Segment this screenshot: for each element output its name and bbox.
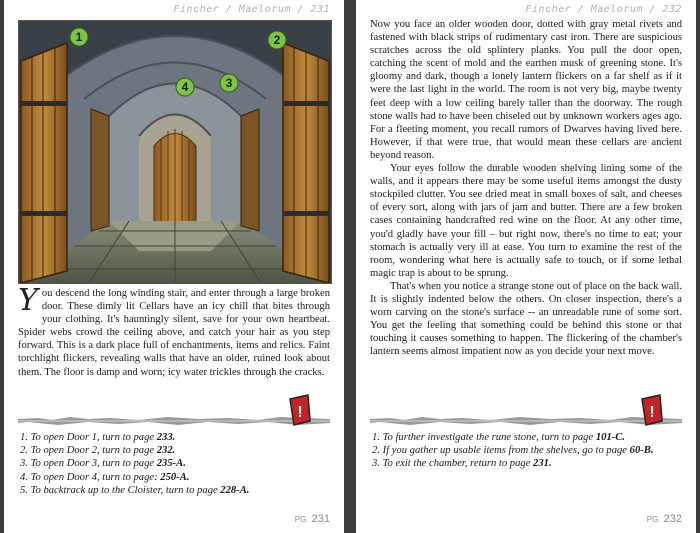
left-choice-list: [20, 431, 332, 497]
choice-item[interactable]: 1. To further investigate the rune stone, turn to page 101-C.: [372, 432, 625, 443]
page-link[interactable]: 228-A.: [220, 484, 250, 496]
right-body-text: [370, 18, 682, 358]
page-number: PG. 232: [646, 513, 682, 525]
intro-paragraph: You descend the long winding stair, and enter through a large broken door. These dimly lit Cellars have an icy chill that bites through your clothing. It's hauntingly silent, save for your own heartbeat. Spider webs crowd the ceiling above, and catch your hair as you step forward. This is a dark place full of enchantments, items and relics. Faint torchlight flickers, revealing walls that have an older, ruined look about them. The floor is damp and worn; icy water trickles through the cracks.: [18, 283, 330, 378]
choice-item[interactable]: 3. To open Door 3, turn to page 235-A.: [20, 458, 186, 470]
page-link[interactable]: 231.: [533, 458, 552, 470]
body-paragraph: That's when you notice a strange stone out of place on the back wall. It is slightly indented below the others. On closer inspection, there's a worn carving on the stone's surface -- an unreadable rune of some sort. You get the feeling that something could be behind this stone or that touching it causes something to happen. The flickering of the chamber's lantern seems almost impatient now as you decide your next move.: [370, 280, 682, 358]
warning-icon: [642, 395, 662, 425]
body-paragraph: Your eyes follow the durable wooden shelving lining some of the walls, and it appears there may be some useful items amongst the dusty stockpiled clutter. You see dried meat in small boxes of salt, and cheeses of every sort, along with jars of jam and butter. There are a few broken cases containing handcrafted red wine on the floor. At any other time, you'd gladly have your fill – but right now, there's no time to eat; your stomach is actually very ill at ease. You turn to examine the rest of the room, wondering what here is actually safe to touch, or if some lethal magic trap is about to be sprung.: [370, 163, 682, 279]
dungeon-illustration: [18, 20, 332, 284]
page-header: Fincher / Maelorum / 232: [525, 4, 682, 15]
dropcap-letter: Y: [18, 283, 38, 318]
right-choice-list: [372, 431, 684, 471]
door-4-label: 4: [181, 80, 189, 94]
choice-item[interactable]: 3. To exit the chamber, return to page 231.: [372, 458, 552, 470]
choice-item[interactable]: 2. If you gather up usable items from the shelves, go to page 60-B.: [372, 445, 654, 457]
choice-item[interactable]: 5. To backtrack up to the Cloister, turn to page 228-A.: [20, 484, 250, 496]
page-number: PG. 231: [294, 513, 330, 525]
page-link[interactable]: 233.: [156, 432, 176, 443]
page-link[interactable]: 232.: [156, 445, 176, 457]
choice-item[interactable]: 4. To open Door 4, turn to page: 250-A.: [20, 471, 190, 483]
left-page: [4, 0, 344, 533]
page-link[interactable]: 235-A.: [156, 458, 186, 470]
door-2-label: 2: [273, 33, 281, 47]
choice-item[interactable]: 1. To open Door 1, turn to page 233.: [20, 432, 176, 443]
torn-divider-with-warning-icon: [370, 393, 682, 433]
page-link[interactable]: 250-A.: [160, 471, 190, 483]
svg-text:!: !: [649, 404, 655, 421]
right-page: [356, 0, 696, 533]
door-1-label: 1: [75, 30, 83, 44]
body-paragraph: Now you face an older wooden door, dotted with gray metal rivets and fastened with black strips of rudimentary cast iron. There are suspicious scratches across the old splintery planks. You pull the door open, catching the scent of mold and the earthen musk of greening stone. It's gloomy and dark, though a lonely lantern flickers on a far shelf as if it were the last light in the world. The room is not very big, maybe twenty feet deep with a low ceiling barely taller than the doorway. The rough stone walls had to have been chiseled out by unknown workers ages ago. For a fleeting moment, you recall rumors of Dwarves having lived here. However, if that were true, that would mean these cellars are ancient beyond reason.: [370, 19, 682, 161]
warning-icon: [290, 395, 310, 425]
door-3-label: 3: [225, 76, 233, 90]
page-header: Fincher / Maelorum / 231: [173, 4, 330, 15]
svg-text:!: !: [297, 404, 303, 421]
page-link[interactable]: 60-B.: [629, 445, 654, 457]
page-link[interactable]: 101-C.: [595, 432, 625, 443]
choice-item[interactable]: 2. To open Door 2, turn to page 232.: [20, 445, 176, 457]
left-body-text: [18, 283, 330, 379]
torn-divider-with-warning-icon: [18, 393, 330, 433]
